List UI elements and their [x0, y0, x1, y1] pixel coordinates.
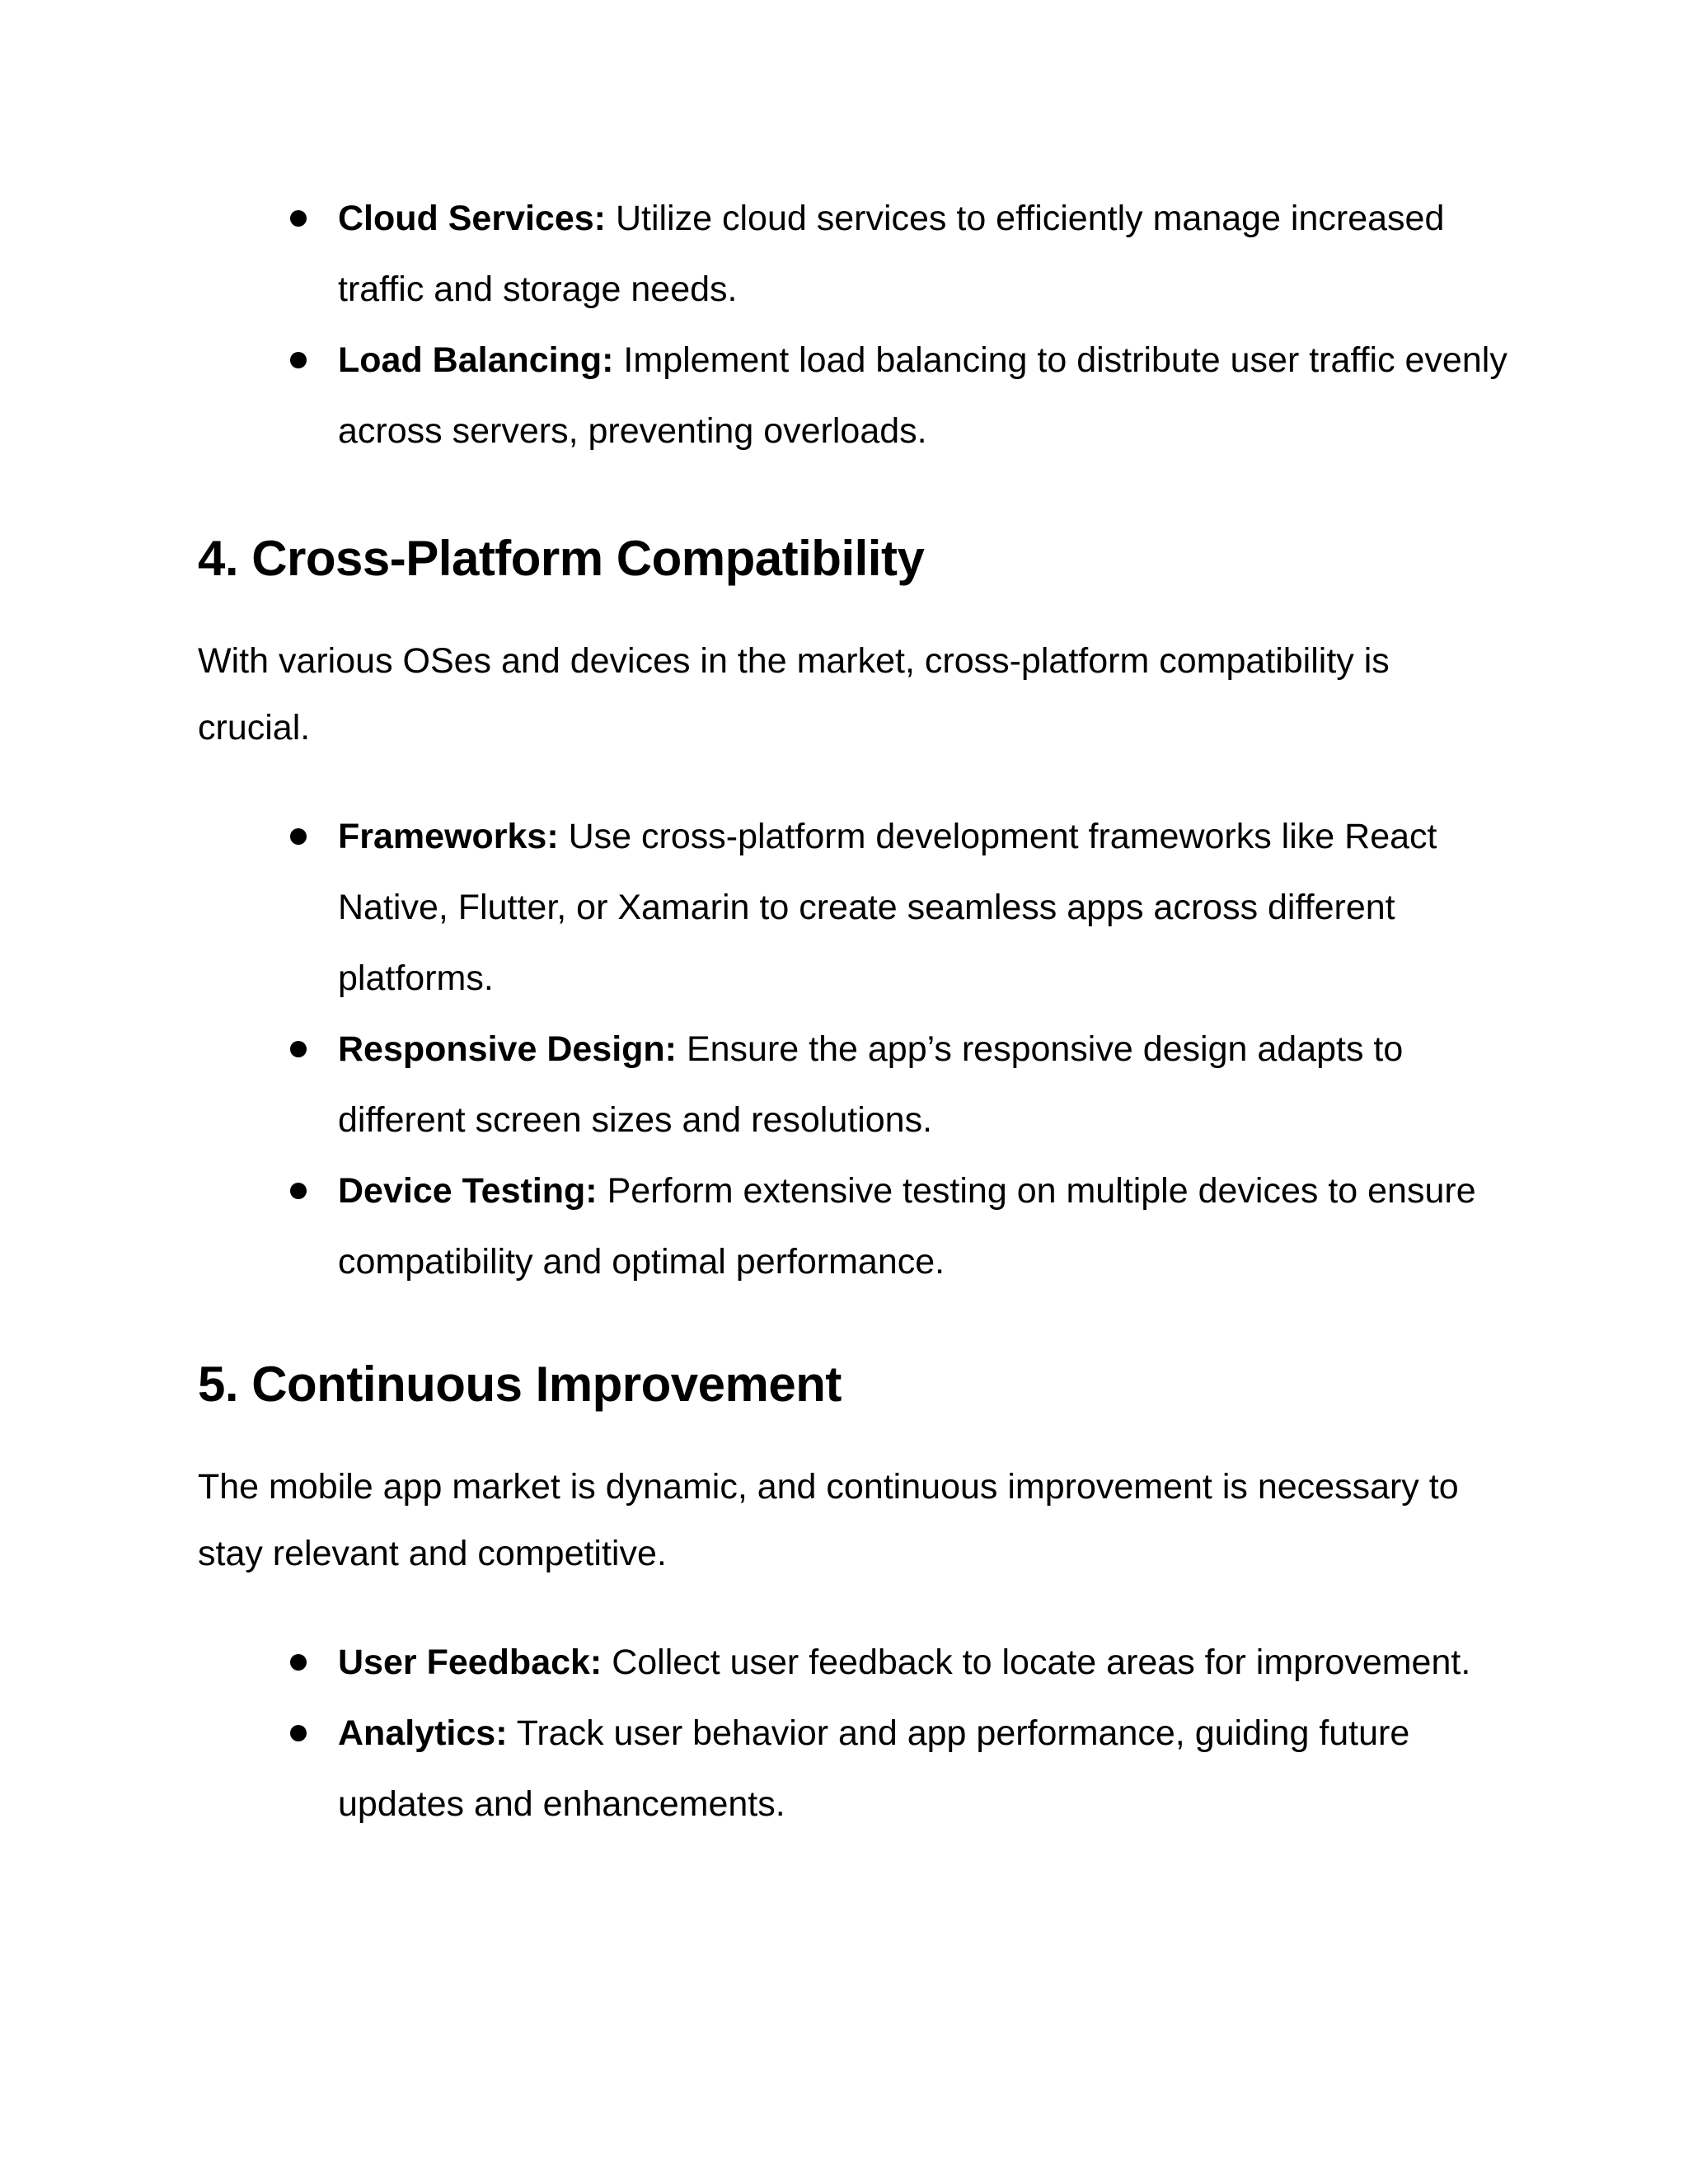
section-heading: 4. Cross-Platform Compatibility: [198, 531, 925, 586]
bullet-term: Cloud Services:: [338, 199, 606, 238]
bullet-text: Collect user feedback to locate areas for improvement.: [612, 1643, 1471, 1682]
improvement-bullet-list: [0, 1627, 1688, 1840]
compatibility-bullet-list: [0, 801, 1688, 1297]
bullet-icon: [290, 828, 307, 845]
bullet-text: Track user behavior and app performance, guiding future updates and enhancements.: [338, 1713, 1410, 1824]
list-item: [0, 183, 1508, 325]
bullet-term: Load Balancing:: [338, 340, 614, 380]
bullet-text: Perform extensive testing on multiple devices to ensure compatibility and optimal performance.: [338, 1171, 1476, 1282]
bullet-icon: [290, 1041, 307, 1057]
bullet-icon: [290, 352, 307, 368]
bullet-text: Use cross-platform development frameworks like React Native, Flutter, or Xamarin to create seamless apps across different platforms.: [338, 817, 1437, 998]
section-heading: 5. Continuous Improvement: [198, 1357, 842, 1412]
scalability-bullet-list: [0, 183, 1688, 466]
bullet-icon: [290, 1654, 307, 1671]
bullet-term: Device Testing:: [338, 1171, 598, 1211]
bullet-text: Utilize cloud services to efficiently manage increased traffic and storage needs.: [338, 199, 1445, 309]
bullet-term: Analytics:: [338, 1713, 508, 1753]
list-item: [0, 801, 1508, 1014]
list-item: [0, 1155, 1508, 1297]
section-intro: With various OSes and devices in the market, cross-platform compatibility is crucial.: [198, 641, 1390, 748]
list-item: [0, 325, 1508, 466]
bullet-icon: [290, 1183, 307, 1199]
list-item: [0, 1014, 1508, 1155]
bullet-term: User Feedback:: [338, 1643, 603, 1682]
list-item: [0, 1627, 1508, 1698]
bullet-icon: [290, 210, 307, 227]
section-intro: The mobile app market is dynamic, and continuous improvement is necessary to stay relevant and competitive.: [198, 1467, 1459, 1573]
bullet-term: Frameworks:: [338, 817, 559, 856]
bullet-term: Responsive Design:: [338, 1029, 677, 1069]
list-item: [0, 1698, 1508, 1840]
bullet-text: Implement load balancing to distribute user traffic evenly across servers, preventing overloads.: [338, 340, 1507, 451]
bullet-text: Ensure the app’s responsive design adapts to different screen sizes and resolutions.: [338, 1029, 1404, 1140]
bullet-icon: [290, 1725, 307, 1741]
